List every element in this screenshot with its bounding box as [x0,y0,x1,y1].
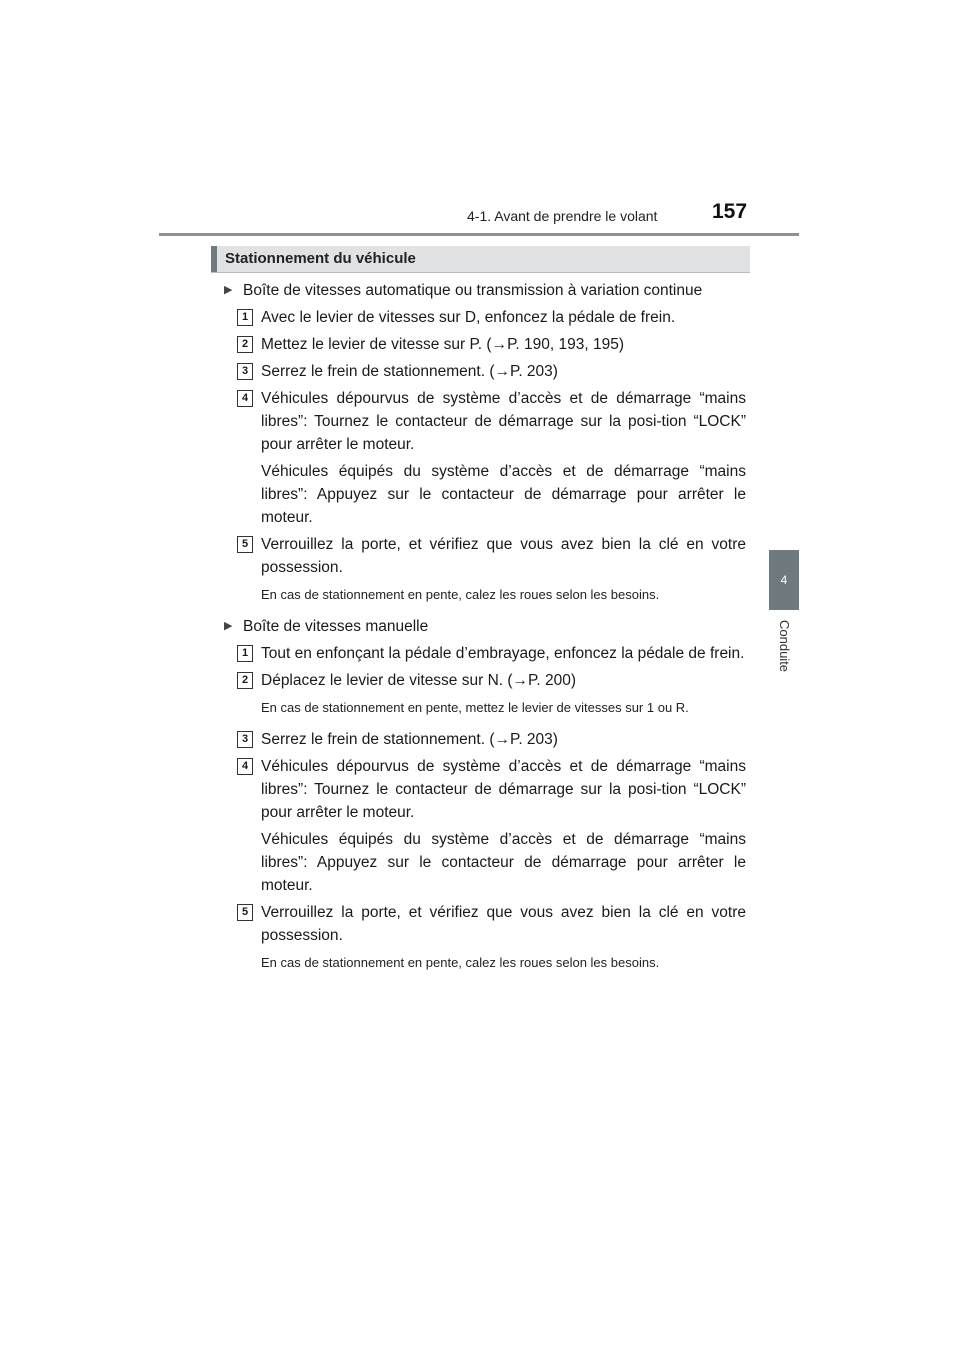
chapter-tab [769,550,799,610]
section-header-accent [211,246,217,272]
step-number-badge: 5 [237,904,253,921]
step-number-badge: 4 [237,758,253,775]
section-header [211,246,750,273]
step-continuation-text: Véhicules équipés du système d’accès et de démarrage “mains libres”: Appuyez sur le contacteur de démarrage pour arrêter le moteur. [261,463,746,526]
step-item [224,360,746,383]
triangle-bullet-icon: ▶ [224,284,233,296]
step-item [224,306,746,329]
chapter-tab-number: 4 [780,573,788,587]
procedure-group [224,615,746,973]
step-number-badge: 3 [237,731,253,748]
chapter-section-title: 4-1. Avant de prendre le volant [467,208,658,224]
step-text: Serrez le frein de stationnement. (→P. 203) [261,363,558,380]
step-text: Avec le levier de vitesses sur D, enfoncez la pédale de frein. [261,309,676,326]
step-number-badge: 4 [237,390,253,407]
step-number-badge: 5 [237,536,253,553]
step-text: Tout en enfonçant la pédale d’embrayage, enfoncez la pédale de frein. [261,645,745,662]
step-text: Verrouillez la porte, et vérifiez que vous avez bien la clé en votre possession. [261,536,746,576]
page-number: 157 [712,200,748,223]
triangle-bullet-icon: ▶ [224,620,233,632]
procedure-heading [224,615,746,638]
step-note: En cas de stationnement en pente, calez les roues selon les besoins. [261,587,660,602]
step-item [224,533,746,579]
chapter-tab-label: Conduite [777,620,792,673]
step-text: Déplacez le levier de vitesse sur N. (→P. 200) [261,672,577,689]
step-text: Véhicules dépourvus de système d’accès et de démarrage “mains libres”: Tournez le contacteur de démarrage sur la posi-tion “LOCK” pour arrêter le moteur. [261,390,746,453]
step-note: En cas de stationnement en pente, calez les roues selon les besoins. [261,955,660,970]
step-item [224,642,746,665]
procedure-heading [224,279,746,302]
step-text: Véhicules dépourvus de système d’accès et de démarrage “mains libres”: Tournez le contacteur de démarrage sur la posi-tion “LOCK” pour arrêter le moteur. [261,758,746,821]
step-item [224,728,746,751]
procedure-heading-text: Boîte de vitesses manuelle [243,618,429,635]
step-item [224,755,746,824]
procedure-group [224,279,746,605]
step-text: Serrez le frein de stationnement. (→P. 203) [261,731,558,748]
step-text: Mettez le levier de vitesse sur P. (→P. 190, 193, 195) [261,336,625,353]
step-text: Verrouillez la porte, et vérifiez que vous avez bien la clé en votre possession. [261,904,746,944]
step-item [224,669,746,692]
procedure-heading-text: Boîte de vitesses automatique ou transmission à variation continue [243,282,703,299]
instruction-content [224,279,746,983]
step-continuation-text: Véhicules équipés du système d’accès et de démarrage “mains libres”: Appuyez sur le contacteur de démarrage pour arrêter le moteur. [261,831,746,894]
step-number-badge: 2 [237,672,253,689]
step-number-badge: 1 [237,309,253,326]
step-item [224,901,746,947]
step-number-badge: 2 [237,336,253,353]
step-number-badge: 1 [237,645,253,662]
step-note: En cas de stationnement en pente, mettez le levier de vitesses sur 1 ou R. [261,700,689,715]
step-number-badge: 3 [237,363,253,380]
section-title: Stationnement du véhicule [225,250,416,267]
header-divider [159,233,799,236]
step-item [224,333,746,356]
step-item [224,387,746,456]
